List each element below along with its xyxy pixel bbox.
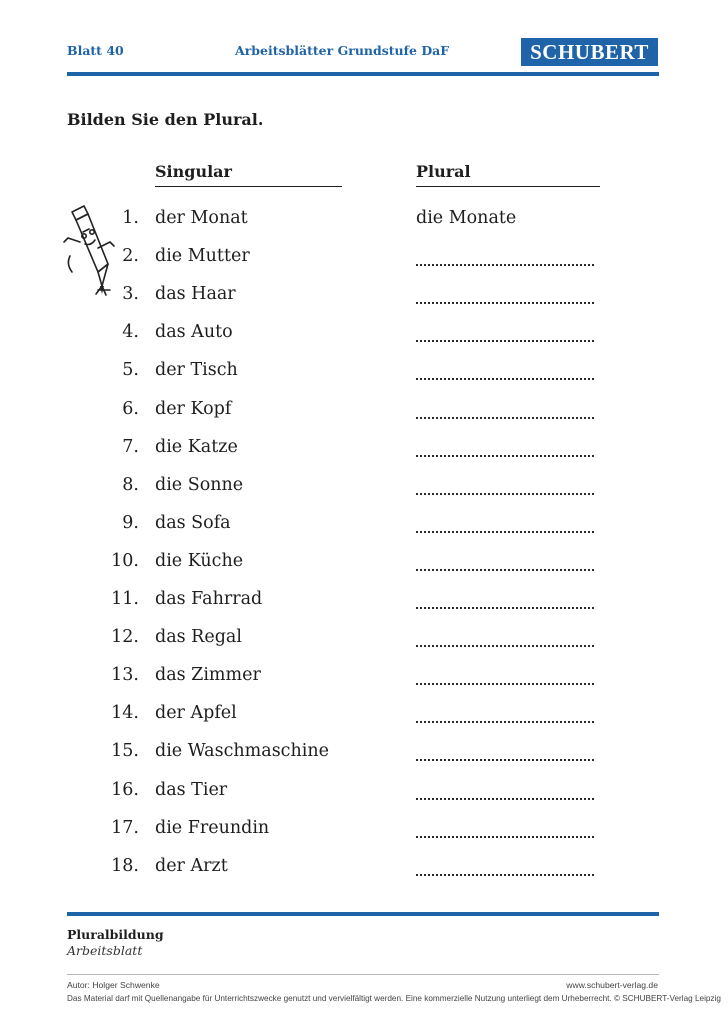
footer-author: Autor: Holger Schwenke bbox=[67, 980, 160, 990]
plural-answer-blank[interactable] bbox=[416, 368, 594, 380]
exercise-row bbox=[0, 780, 728, 810]
singular-noun: die Waschmaschine bbox=[155, 741, 329, 761]
plural-answer-blank[interactable] bbox=[416, 483, 594, 495]
exercise-row bbox=[0, 551, 728, 581]
header-rule bbox=[67, 72, 659, 76]
publisher-logo: SCHUBERT bbox=[521, 38, 658, 66]
exercise-row bbox=[0, 475, 728, 505]
singular-noun: das Fahrrad bbox=[155, 589, 263, 609]
footer-website[interactable]: www.schubert-verlag.de bbox=[566, 980, 658, 990]
footer-topic: Pluralbildung bbox=[67, 927, 164, 942]
plural-answer-blank[interactable] bbox=[416, 330, 594, 342]
footer-divider bbox=[67, 974, 659, 975]
plural-answer-blank[interactable] bbox=[416, 826, 594, 838]
exercise-row bbox=[0, 665, 728, 695]
item-number: 16. bbox=[111, 780, 139, 800]
plural-answer-blank[interactable] bbox=[416, 521, 594, 533]
exercise-row bbox=[0, 322, 728, 352]
singular-noun: der Monat bbox=[155, 208, 248, 228]
plural-answer-blank[interactable] bbox=[416, 749, 594, 761]
singular-noun: das Tier bbox=[155, 780, 228, 800]
item-number: 18. bbox=[111, 856, 139, 876]
singular-noun: das Regal bbox=[155, 627, 242, 647]
item-number: 12. bbox=[111, 627, 139, 647]
singular-noun: die Küche bbox=[155, 551, 244, 571]
exercise-row bbox=[0, 589, 728, 619]
item-number: 5. bbox=[122, 360, 139, 380]
sheet-number: Blatt 40 bbox=[67, 43, 124, 58]
item-number: 17. bbox=[111, 818, 139, 838]
footer-rule bbox=[67, 912, 659, 916]
exercise-row bbox=[0, 703, 728, 733]
item-number: 11. bbox=[111, 589, 139, 609]
singular-noun: die Katze bbox=[155, 437, 238, 457]
exercise-row bbox=[0, 360, 728, 390]
item-number: 15. bbox=[111, 741, 139, 761]
exercise-row bbox=[0, 818, 728, 848]
item-number: 9. bbox=[122, 513, 139, 533]
singular-noun: das Haar bbox=[155, 284, 236, 304]
item-number: 10. bbox=[111, 551, 139, 571]
plural-answer-blank[interactable] bbox=[416, 407, 594, 419]
column-header-plural: Plural bbox=[416, 162, 600, 187]
singular-noun: die Mutter bbox=[155, 246, 250, 266]
item-number: 2. bbox=[122, 246, 139, 266]
plural-answer-blank[interactable] bbox=[416, 445, 594, 457]
plural-example: die Monate bbox=[416, 208, 517, 228]
singular-noun: das Auto bbox=[155, 322, 233, 342]
item-number: 8. bbox=[122, 475, 139, 495]
plural-answer-blank[interactable] bbox=[416, 254, 594, 266]
item-number: 13. bbox=[111, 665, 139, 685]
singular-noun: das Zimmer bbox=[155, 665, 261, 685]
item-number: 14. bbox=[111, 703, 139, 723]
singular-noun: der Tisch bbox=[155, 360, 238, 380]
exercise-row bbox=[0, 437, 728, 467]
singular-noun: das Sofa bbox=[155, 513, 231, 533]
plural-answer-blank[interactable] bbox=[416, 673, 594, 685]
series-title: Arbeitsblätter Grundstufe DaF bbox=[235, 43, 450, 58]
exercise-row bbox=[0, 208, 728, 238]
item-number: 7. bbox=[122, 437, 139, 457]
exercise-row bbox=[0, 856, 728, 886]
plural-answer-blank[interactable] bbox=[416, 292, 594, 304]
task-instruction: Bilden Sie den Plural. bbox=[67, 110, 264, 129]
exercise-row bbox=[0, 399, 728, 429]
singular-noun: der Kopf bbox=[155, 399, 232, 419]
plural-answer-blank[interactable] bbox=[416, 597, 594, 609]
footer-license: Das Material darf mit Quellenangabe für Unterrichtszwecke genutzt und vervielfältigt werden. Eine kommerzielle Nutzung unterliegt dem Urheberrecht. © SCHUBERT-Verlag Leipzig bbox=[67, 994, 721, 1003]
plural-answer-blank[interactable] bbox=[416, 788, 594, 800]
singular-noun: der Arzt bbox=[155, 856, 228, 876]
exercise-row bbox=[0, 284, 728, 314]
item-number: 3. bbox=[122, 284, 139, 304]
exercise-row bbox=[0, 513, 728, 543]
exercise-row bbox=[0, 741, 728, 771]
plural-answer-blank[interactable] bbox=[416, 711, 594, 723]
footer-type: Arbeitsblatt bbox=[67, 943, 143, 958]
plural-answer-blank[interactable] bbox=[416, 635, 594, 647]
item-number: 1. bbox=[122, 208, 139, 228]
exercise-row bbox=[0, 246, 728, 276]
plural-answer-blank[interactable] bbox=[416, 559, 594, 571]
singular-noun: die Sonne bbox=[155, 475, 244, 495]
exercise-row bbox=[0, 627, 728, 657]
singular-noun: der Apfel bbox=[155, 703, 237, 723]
item-number: 4. bbox=[122, 322, 139, 342]
column-header-singular: Singular bbox=[155, 162, 342, 187]
plural-answer-blank[interactable] bbox=[416, 864, 594, 876]
singular-noun: die Freundin bbox=[155, 818, 270, 838]
item-number: 6. bbox=[122, 399, 139, 419]
